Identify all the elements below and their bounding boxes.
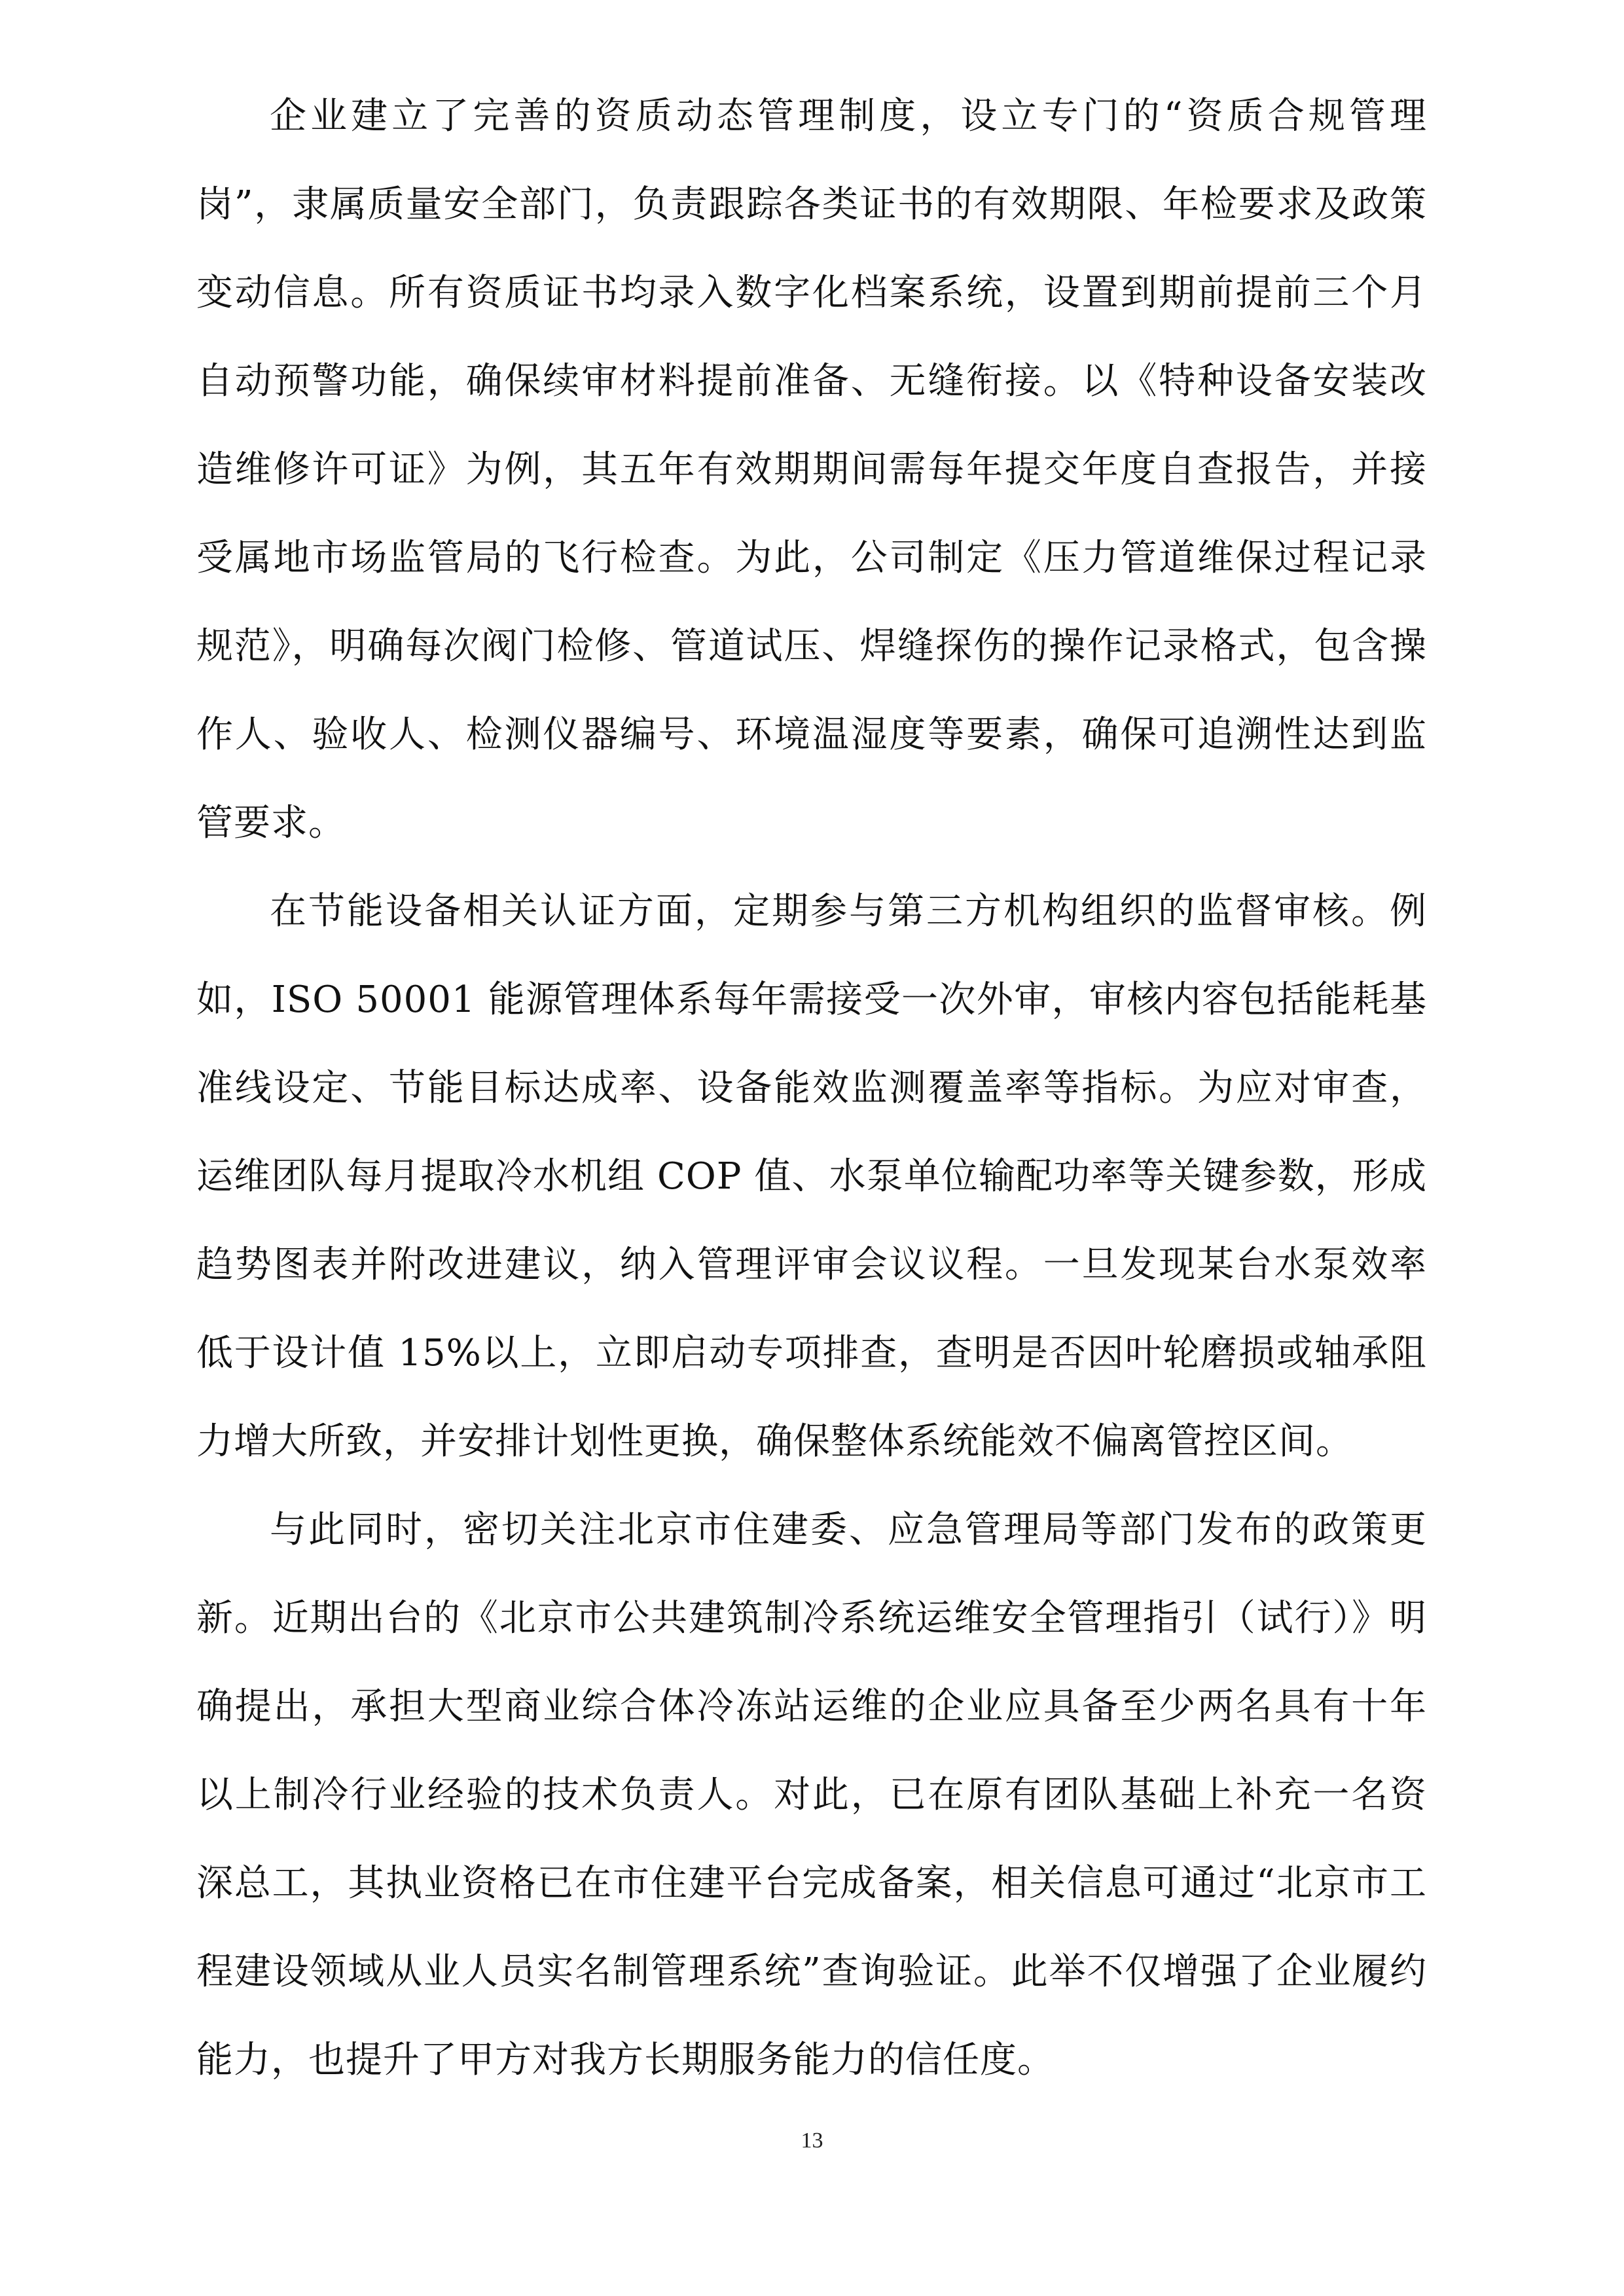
page-number: 13 bbox=[801, 2128, 823, 2153]
paragraph-policy-updates: 与此同时，密切关注北京市住建委、应急管理局等部门发布的政策更新。近期出台的《北京市公共建筑制冷系统运维安全管理指引（试行）》明确提出，承担大型商业综合体冷冻站运维的企业应具备至少两名具有十年以上制冷行业经验的技术负责人。对此，已在原有团队基础上补充一名资深总工，其执业资格已在市住建平台完成备案，相关信息可通过“北京市工程建设领域从业人员实名制管理系统”查询验证。此举不仅增强了企业履约能力，也提升了甲方对我方长期服务能力的信任度。 bbox=[196, 1509, 1427, 2081]
paragraph-qualification-management: 企业建立了完善的资质动态管理制度，设立专门的“资质合规管理岗”，隶属质量安全部门，负责跟踪各类证书的有效期限、年检要求及政策变动信息。所有资质证书均录入数字化档案系统，设置到期前提前三个月自动预警功能，确保续审材料提前准备、无缝衔接。以《特种设备安装改造维修许可证》为例，其五年有效期期间需每年提交年度自查报告，并接受属地市场监管局的飞行检查。为此，公司制定《压力管道维保过程记录规范》，明确每次阀门检修、管道试压、焊缝探伤的操作记录格式，包含操作人、验收人、检测仪器编号、环境温湿度等要素，确保可追溯性达到监管要求。 bbox=[196, 95, 1427, 844]
body-text bbox=[196, 72, 1427, 2104]
paragraph-energy-certification: 在节能设备相关认证方面，定期参与第三方机构组织的监督审核。例如，ISO 50001 能源管理体系每年需接受一次外审，审核内容包括能耗基准线设定、节能目标达成率、设备能效监测覆盖率等指标。为应对审查，运维团队每月提取冷水机组 COP 值、水泵单位输配功率等关键参数，形成趋势图表并附改进建议，纳入管理评审会议议程。一旦发现某台水泵效率低于设计值 15%以上，立即启动专项排查，查明是否因叶轮磨损或轴承阻力增大所致，并安排计划性更换，确保整体系统能效不偏离管控区间。 bbox=[196, 890, 1427, 1463]
